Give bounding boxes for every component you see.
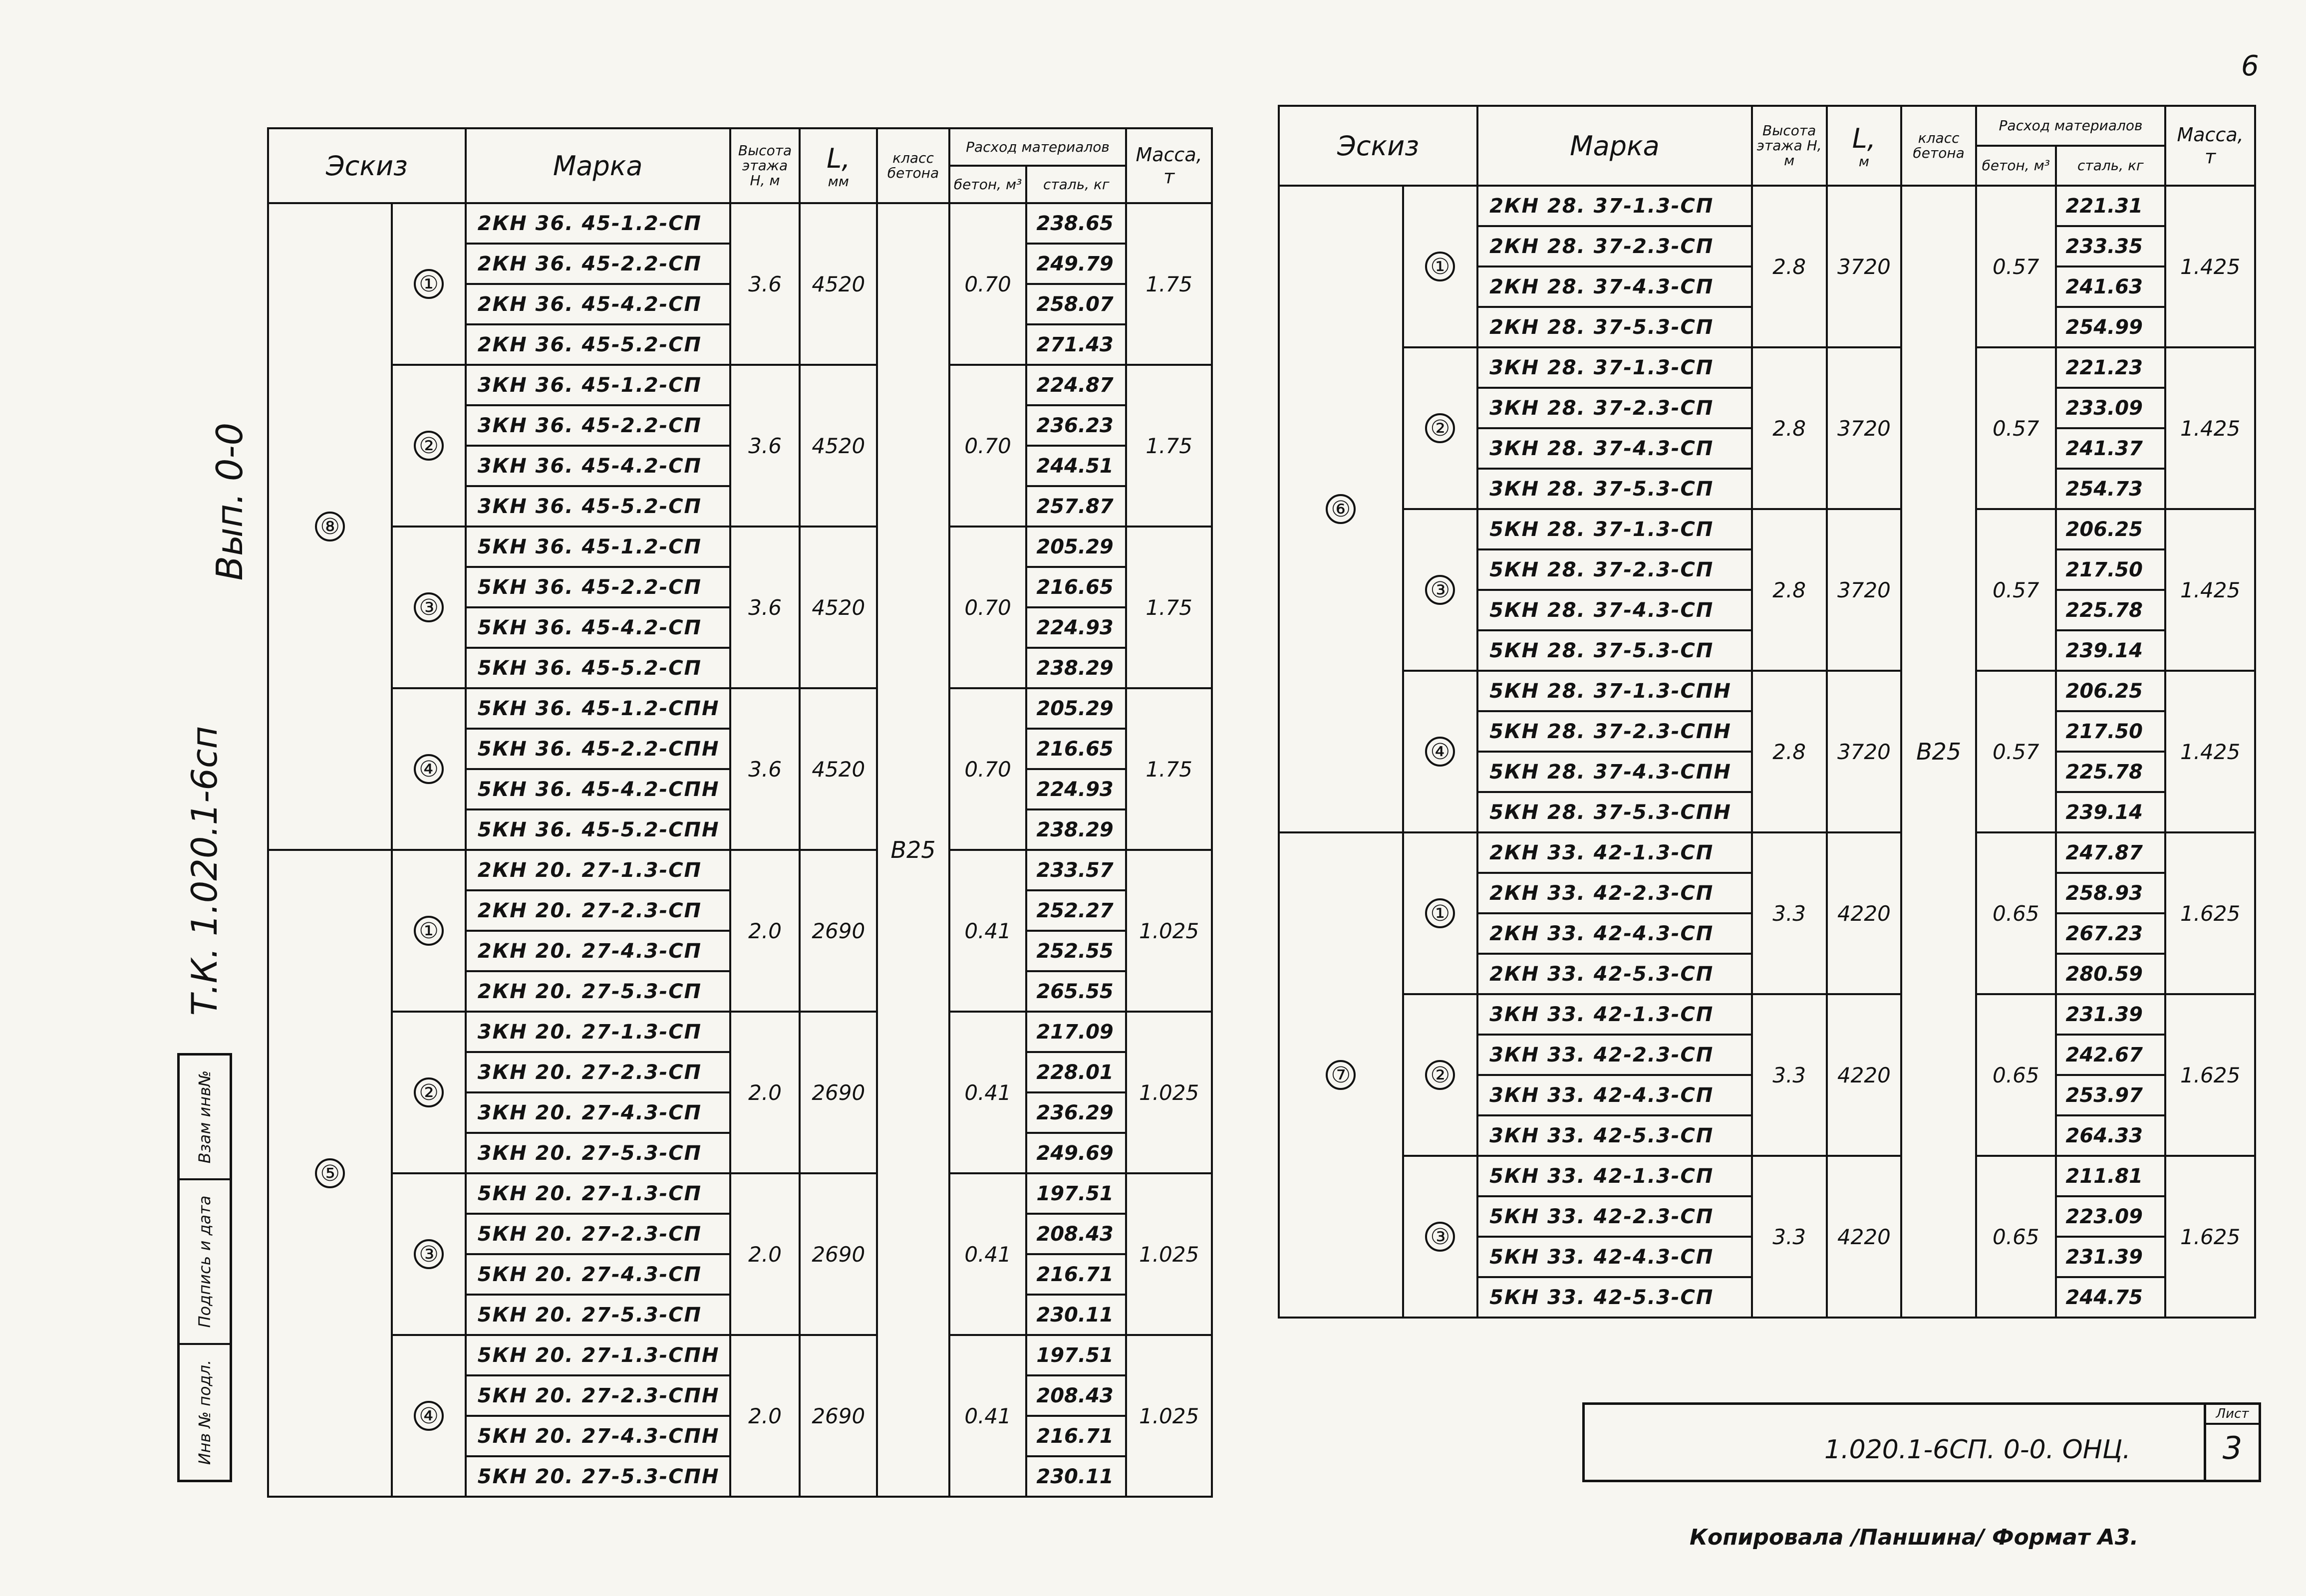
steel-cell: 211.81 xyxy=(2056,1156,2166,1196)
mark-cell: 5КН 20. 27-5.3-СП xyxy=(466,1295,730,1335)
steel-cell: 206.25 xyxy=(2056,671,2166,711)
steel-cell: 258.07 xyxy=(1026,284,1126,324)
steel-cell: 238.29 xyxy=(1026,648,1126,688)
mark-cell: 5КН 28. 37-4.3-СПН xyxy=(1477,752,1752,792)
group-label: ⑤ xyxy=(315,1158,345,1188)
mark-cell: 3КН 28. 37-2.3-СП xyxy=(1477,388,1752,428)
mark-cell: 3КН 20. 27-5.3-СП xyxy=(466,1133,730,1173)
spec-table-right xyxy=(1278,105,2256,1319)
length-cell: 4520 xyxy=(800,203,877,365)
concrete-cell: 0.41 xyxy=(949,850,1027,1012)
mark-cell: 3КН 28. 37-1.3-СП xyxy=(1477,347,1752,388)
mark-cell: 5КН 28. 37-4.3-СП xyxy=(1477,590,1752,630)
steel-cell: 205.29 xyxy=(1026,688,1126,729)
title-block-code: 1.020.1-6СП. 0-0. ОНЦ. xyxy=(1824,1435,2131,1465)
mark-cell: 5КН 36. 45-5.2-СП xyxy=(466,648,730,688)
mass-cell: 1.025 xyxy=(1126,850,1212,1012)
concrete-class-cell: В25 xyxy=(1901,186,1976,1318)
sub-label-cell xyxy=(1403,994,1477,1156)
length-cell: 4520 xyxy=(800,688,877,850)
group-label-cell xyxy=(268,850,392,1497)
length-cell: 4520 xyxy=(800,527,877,688)
spec-table-left xyxy=(267,127,1213,1498)
steel-cell: 247.87 xyxy=(2056,832,2166,873)
group-label-cell xyxy=(1279,832,1403,1318)
header-consumption: Расход материалов xyxy=(949,128,1126,166)
height-cell: 3.3 xyxy=(1752,832,1827,994)
sub-label: ① xyxy=(414,916,444,946)
mass-cell: 1.625 xyxy=(2165,994,2255,1156)
height-cell: 3.6 xyxy=(730,365,800,527)
mark-cell: 5КН 28. 37-5.3-СП xyxy=(1477,630,1752,671)
sub-label: ③ xyxy=(1425,1222,1455,1252)
concrete-cell: 0.65 xyxy=(1976,1156,2056,1318)
steel-cell: 271.43 xyxy=(1026,324,1126,365)
height-cell: 3.3 xyxy=(1752,1156,1827,1318)
header-row xyxy=(268,128,1212,166)
mark-cell: 2КН 20. 27-4.3-СП xyxy=(466,931,730,971)
mark-cell: 2КН 33. 42-4.3-СП xyxy=(1477,913,1752,954)
steel-cell: 197.51 xyxy=(1026,1335,1126,1375)
group-label-cell xyxy=(1279,186,1403,832)
concrete-cell: 0.70 xyxy=(949,365,1027,527)
sub-label-cell xyxy=(1403,186,1477,347)
mark-cell: 5КН 20. 27-4.3-СП xyxy=(466,1254,730,1295)
table-row xyxy=(268,1173,1212,1214)
mark-cell: 3КН 20. 27-2.3-СП xyxy=(466,1052,730,1092)
header-consumption: Расход материалов xyxy=(1976,106,2165,146)
concrete-cell: 0.57 xyxy=(1976,671,2056,832)
mark-cell: 2КН 20. 27-2.3-СП xyxy=(466,890,730,931)
steel-cell: 238.29 xyxy=(1026,809,1126,850)
table-row xyxy=(1279,347,2255,388)
steel-cell: 231.39 xyxy=(2056,1237,2166,1277)
steel-cell: 216.71 xyxy=(1026,1416,1126,1456)
steel-cell: 254.99 xyxy=(2056,307,2166,347)
height-cell: 3.3 xyxy=(1752,994,1827,1156)
table-row xyxy=(268,688,1212,729)
mark-cell: 2КН 20. 27-5.3-СП xyxy=(466,971,730,1012)
mark-cell: 3КН 33. 42-4.3-СП xyxy=(1477,1075,1752,1115)
mark-cell: 3КН 33. 42-1.3-СП xyxy=(1477,994,1752,1035)
header-height: Высота этажа Н, м xyxy=(1752,106,1827,186)
header-height: Высота этажа Н, м xyxy=(730,128,800,203)
sub-label: ③ xyxy=(414,1239,444,1269)
header-row xyxy=(1279,106,2255,146)
group-label: ⑦ xyxy=(1326,1060,1356,1090)
sub-label: ④ xyxy=(1425,737,1455,767)
steel-cell: 225.78 xyxy=(2056,752,2166,792)
header-mass: Масса, т xyxy=(1126,128,1212,203)
mark-cell: 5КН 36. 45-1.2-СПН xyxy=(466,688,730,729)
mark-cell: 5КН 33. 42-1.3-СП xyxy=(1477,1156,1752,1196)
sheet-number: 3 xyxy=(2222,1430,2243,1466)
concrete-cell: 0.70 xyxy=(949,203,1027,365)
table-row xyxy=(1279,186,2255,226)
concrete-cell: 0.57 xyxy=(1976,186,2056,347)
mark-cell: 2КН 33. 42-5.3-СП xyxy=(1477,954,1752,994)
sub-label: ④ xyxy=(414,1401,444,1431)
concrete-class-cell: В25 xyxy=(877,203,949,1497)
steel-cell: 197.51 xyxy=(1026,1173,1126,1214)
mark-cell: 3КН 36. 45-2.2-СП xyxy=(466,405,730,446)
steel-cell: 216.71 xyxy=(1026,1254,1126,1295)
height-cell: 3.6 xyxy=(730,688,800,850)
height-cell: 2.8 xyxy=(1752,509,1827,671)
header-concrete-class: класс бетона xyxy=(877,128,949,203)
steel-cell: 244.75 xyxy=(2056,1277,2166,1318)
steel-cell: 233.35 xyxy=(2056,226,2166,266)
mass-cell: 1.75 xyxy=(1126,688,1212,850)
approval-stamp xyxy=(177,1053,232,1482)
steel-cell: 241.37 xyxy=(2056,428,2166,469)
mark-cell: 3КН 20. 27-1.3-СП xyxy=(466,1012,730,1052)
mass-cell: 1.425 xyxy=(2165,186,2255,347)
steel-cell: 225.78 xyxy=(2056,590,2166,630)
sub-label-cell xyxy=(392,688,465,850)
steel-cell: 236.23 xyxy=(1026,405,1126,446)
mark-cell: 5КН 20. 27-2.3-СПН xyxy=(466,1375,730,1416)
length-cell: 4220 xyxy=(1827,832,1902,994)
mark-cell: 2КН 28. 37-1.3-СП xyxy=(1477,186,1752,226)
header-length: L, мм xyxy=(800,128,877,203)
steel-cell: 252.27 xyxy=(1026,890,1126,931)
mark-cell: 2КН 20. 27-1.3-СП xyxy=(466,850,730,890)
length-cell: 3720 xyxy=(1827,186,1902,347)
mark-cell: 3КН 36. 45-1.2-СП xyxy=(466,365,730,405)
sub-label: ① xyxy=(1425,252,1455,281)
sub-label: ② xyxy=(414,1077,444,1107)
steel-cell: 265.55 xyxy=(1026,971,1126,1012)
table-row xyxy=(1279,509,2255,549)
steel-cell: 239.14 xyxy=(2056,792,2166,832)
sub-label-cell xyxy=(392,365,465,527)
table-row xyxy=(268,1012,1212,1052)
mark-cell: 3КН 33. 42-5.3-СП xyxy=(1477,1115,1752,1156)
mark-cell: 3КН 28. 37-5.3-СП xyxy=(1477,469,1752,509)
mass-cell: 1.025 xyxy=(1126,1012,1212,1173)
steel-cell: 257.87 xyxy=(1026,486,1126,527)
table-row xyxy=(1279,994,2255,1035)
concrete-cell: 0.41 xyxy=(949,1335,1027,1497)
stamp-cell-replacement: Взам инв№ xyxy=(180,1056,230,1180)
concrete-cell: 0.65 xyxy=(1976,832,2056,994)
height-cell: 3.6 xyxy=(730,527,800,688)
mark-cell: 2КН 28. 37-2.3-СП xyxy=(1477,226,1752,266)
document-code-vertical: Т.К. 1.020.1-6сп xyxy=(184,726,225,1016)
mark-cell: 5КН 20. 27-1.3-СПН xyxy=(466,1335,730,1375)
mark-cell: 2КН 28. 37-5.3-СП xyxy=(1477,307,1752,347)
mark-cell: 3КН 36. 45-5.2-СП xyxy=(466,486,730,527)
header-mass: Масса, т xyxy=(2165,106,2255,186)
sub-label: ② xyxy=(414,431,444,461)
mark-cell: 2КН 36. 45-1.2-СП xyxy=(466,203,730,244)
height-cell: 2.8 xyxy=(1752,186,1827,347)
height-cell: 3.6 xyxy=(730,203,800,365)
steel-cell: 231.39 xyxy=(2056,994,2166,1035)
concrete-cell: 0.41 xyxy=(949,1173,1027,1335)
mark-cell: 5КН 33. 42-4.3-СП xyxy=(1477,1237,1752,1277)
steel-cell: 224.93 xyxy=(1026,769,1126,809)
mass-cell: 1.425 xyxy=(2165,509,2255,671)
table-row xyxy=(268,203,1212,244)
header-length: L, м xyxy=(1827,106,1902,186)
mass-cell: 1.025 xyxy=(1126,1335,1212,1497)
steel-cell: 216.65 xyxy=(1026,567,1126,607)
mark-cell: 5КН 36. 45-4.2-СП xyxy=(466,607,730,648)
steel-cell: 208.43 xyxy=(1026,1214,1126,1254)
mark-cell: 3КН 28. 37-4.3-СП xyxy=(1477,428,1752,469)
steel-cell: 208.43 xyxy=(1026,1375,1126,1416)
length-cell: 2690 xyxy=(800,850,877,1012)
mass-cell: 1.025 xyxy=(1126,1173,1212,1335)
steel-cell: 267.23 xyxy=(2056,913,2166,954)
sub-label-cell xyxy=(392,527,465,688)
length-cell: 4220 xyxy=(1827,1156,1902,1318)
header-concrete-class: класс бетона xyxy=(1901,106,1976,186)
sub-label: ④ xyxy=(414,754,444,784)
length-cell: 2690 xyxy=(800,1335,877,1497)
header-steel: сталь, кг xyxy=(1026,166,1126,203)
steel-cell: 230.11 xyxy=(1026,1456,1126,1497)
sub-label-cell xyxy=(392,1335,465,1497)
height-cell: 2.0 xyxy=(730,850,800,1012)
stamp-cell-inventory: Инв № подл. xyxy=(195,1359,214,1465)
steel-cell: 253.97 xyxy=(2056,1075,2166,1115)
mark-cell: 2КН 28. 37-4.3-СП xyxy=(1477,266,1752,307)
group-label-cell xyxy=(268,203,392,850)
header-steel: сталь, кг xyxy=(2056,146,2166,186)
header-mark: Марка xyxy=(1477,106,1752,186)
mark-cell: 2КН 33. 42-1.3-СП xyxy=(1477,832,1752,873)
sheet-label: Лист xyxy=(2206,1405,2259,1425)
group-label: ⑥ xyxy=(1326,494,1356,524)
length-cell: 3720 xyxy=(1827,347,1902,509)
steel-cell: 252.55 xyxy=(1026,931,1126,971)
header-sketch: Эскиз xyxy=(1279,106,1477,186)
sub-label-cell xyxy=(1403,832,1477,994)
table-row xyxy=(268,527,1212,567)
steel-cell: 244.51 xyxy=(1026,446,1126,486)
mark-cell: 2КН 36. 45-5.2-СП xyxy=(466,324,730,365)
steel-cell: 217.09 xyxy=(1026,1012,1126,1052)
mark-cell: 5КН 36. 45-1.2-СП xyxy=(466,527,730,567)
header-mark: Марка xyxy=(466,128,730,203)
sub-label: ① xyxy=(414,269,444,299)
height-cell: 2.0 xyxy=(730,1335,800,1497)
height-cell: 2.8 xyxy=(1752,671,1827,832)
mass-cell: 1.75 xyxy=(1126,365,1212,527)
header-sketch: Эскиз xyxy=(268,128,466,203)
mark-cell: 5КН 36. 45-2.2-СП xyxy=(466,567,730,607)
table-row xyxy=(268,850,1212,890)
steel-cell: 228.01 xyxy=(1026,1052,1126,1092)
table-row xyxy=(1279,671,2255,711)
mark-cell: 3КН 20. 27-4.3-СП xyxy=(466,1092,730,1133)
concrete-cell: 0.70 xyxy=(949,527,1027,688)
steel-cell: 236.29 xyxy=(1026,1092,1126,1133)
steel-cell: 233.09 xyxy=(2056,388,2166,428)
length-cell: 2690 xyxy=(800,1173,877,1335)
length-cell: 4520 xyxy=(800,365,877,527)
mass-cell: 1.625 xyxy=(2165,1156,2255,1318)
page-number: 6 xyxy=(2241,50,2259,82)
steel-cell: 254.73 xyxy=(2056,469,2166,509)
sub-label: ② xyxy=(1425,1060,1455,1090)
steel-cell: 249.69 xyxy=(1026,1133,1126,1173)
steel-cell: 223.09 xyxy=(2056,1196,2166,1237)
steel-cell: 217.50 xyxy=(2056,711,2166,752)
steel-cell: 233.57 xyxy=(1026,850,1126,890)
sub-label-cell xyxy=(392,203,465,365)
mark-cell: 2КН 36. 45-2.2-СП xyxy=(466,244,730,284)
concrete-cell: 0.57 xyxy=(1976,347,2056,509)
sheet-box xyxy=(2204,1405,2259,1480)
steel-cell: 249.79 xyxy=(1026,244,1126,284)
mark-cell: 5КН 20. 27-5.3-СПН xyxy=(466,1456,730,1497)
mark-cell: 5КН 28. 37-1.3-СПН xyxy=(1477,671,1752,711)
steel-cell: 280.59 xyxy=(2056,954,2166,994)
mark-cell: 5КН 36. 45-2.2-СПН xyxy=(466,729,730,769)
sub-label-cell xyxy=(392,850,465,1012)
mark-cell: 3КН 33. 42-2.3-СП xyxy=(1477,1035,1752,1075)
mark-cell: 5КН 20. 27-1.3-СП xyxy=(466,1173,730,1214)
steel-cell: 216.65 xyxy=(1026,729,1126,769)
sub-label-cell xyxy=(1403,1156,1477,1318)
mark-cell: 5КН 36. 45-4.2-СПН xyxy=(466,769,730,809)
stamp-cell-signature: Подпись и дата xyxy=(180,1180,230,1345)
mass-cell: 1.75 xyxy=(1126,527,1212,688)
concrete-cell: 0.70 xyxy=(949,688,1027,850)
height-cell: 2.0 xyxy=(730,1173,800,1335)
concrete-cell: 0.65 xyxy=(1976,994,2056,1156)
mark-cell: 5КН 20. 27-2.3-СП xyxy=(466,1214,730,1254)
steel-cell: 221.23 xyxy=(2056,347,2166,388)
mass-cell: 1.425 xyxy=(2165,347,2255,509)
mark-cell: 5КН 33. 42-2.3-СП xyxy=(1477,1196,1752,1237)
table-row xyxy=(268,1335,1212,1375)
steel-cell: 224.87 xyxy=(1026,365,1126,405)
mark-cell: 5КН 28. 37-2.3-СП xyxy=(1477,549,1752,590)
header-concrete: бетон, м³ xyxy=(1976,146,2056,186)
mark-cell: 2КН 36. 45-4.2-СП xyxy=(466,284,730,324)
steel-cell: 205.29 xyxy=(1026,527,1126,567)
mark-cell: 5КН 28. 37-1.3-СП xyxy=(1477,509,1752,549)
mass-cell: 1.75 xyxy=(1126,203,1212,365)
length-cell: 4220 xyxy=(1827,994,1902,1156)
steel-cell: 217.50 xyxy=(2056,549,2166,590)
group-label: ⑧ xyxy=(315,512,345,541)
steel-cell: 230.11 xyxy=(1026,1295,1126,1335)
steel-cell: 224.93 xyxy=(1026,607,1126,648)
steel-cell: 238.65 xyxy=(1026,203,1126,244)
sub-label: ③ xyxy=(414,592,444,622)
steel-cell: 206.25 xyxy=(2056,509,2166,549)
sub-label-cell xyxy=(1403,347,1477,509)
sub-label-cell xyxy=(392,1012,465,1173)
concrete-cell: 0.41 xyxy=(949,1012,1027,1173)
header-concrete: бетон, м³ xyxy=(949,166,1027,203)
concrete-cell: 0.57 xyxy=(1976,509,2056,671)
mass-cell: 1.425 xyxy=(2165,671,2255,832)
mark-cell: 2КН 33. 42-2.3-СП xyxy=(1477,873,1752,913)
table-row xyxy=(1279,1156,2255,1196)
mark-cell: 5КН 28. 37-5.3-СПН xyxy=(1477,792,1752,832)
sub-label: ① xyxy=(1425,898,1455,928)
sub-label: ③ xyxy=(1425,575,1455,605)
steel-cell: 241.63 xyxy=(2056,266,2166,307)
steel-cell: 239.14 xyxy=(2056,630,2166,671)
sub-label: ② xyxy=(1425,413,1455,443)
mark-cell: 3КН 36. 45-4.2-СП xyxy=(466,446,730,486)
title-block xyxy=(1582,1402,2261,1482)
height-cell: 2.0 xyxy=(730,1012,800,1173)
steel-cell: 221.31 xyxy=(2056,186,2166,226)
height-cell: 2.8 xyxy=(1752,347,1827,509)
mark-cell: 5КН 33. 42-5.3-СП xyxy=(1477,1277,1752,1318)
length-cell: 2690 xyxy=(800,1012,877,1173)
sub-label-cell xyxy=(1403,509,1477,671)
mark-cell: 5КН 20. 27-4.3-СПН xyxy=(466,1416,730,1456)
table-row xyxy=(268,365,1212,405)
steel-cell: 264.33 xyxy=(2056,1115,2166,1156)
table-row xyxy=(1279,832,2255,873)
copy-note: Копировала /Паншина/ Формат А3. xyxy=(1690,1525,2139,1550)
sub-label-cell xyxy=(392,1173,465,1335)
mass-cell: 1.625 xyxy=(2165,832,2255,994)
steel-cell: 258.93 xyxy=(2056,873,2166,913)
steel-cell: 242.67 xyxy=(2056,1035,2166,1075)
mark-cell: 5КН 36. 45-5.2-СПН xyxy=(466,809,730,850)
length-cell: 3720 xyxy=(1827,671,1902,832)
issue-label: Вып. 0-0 xyxy=(209,422,251,581)
mark-cell: 5КН 28. 37-2.3-СПН xyxy=(1477,711,1752,752)
length-cell: 3720 xyxy=(1827,509,1902,671)
sub-label-cell xyxy=(1403,671,1477,832)
